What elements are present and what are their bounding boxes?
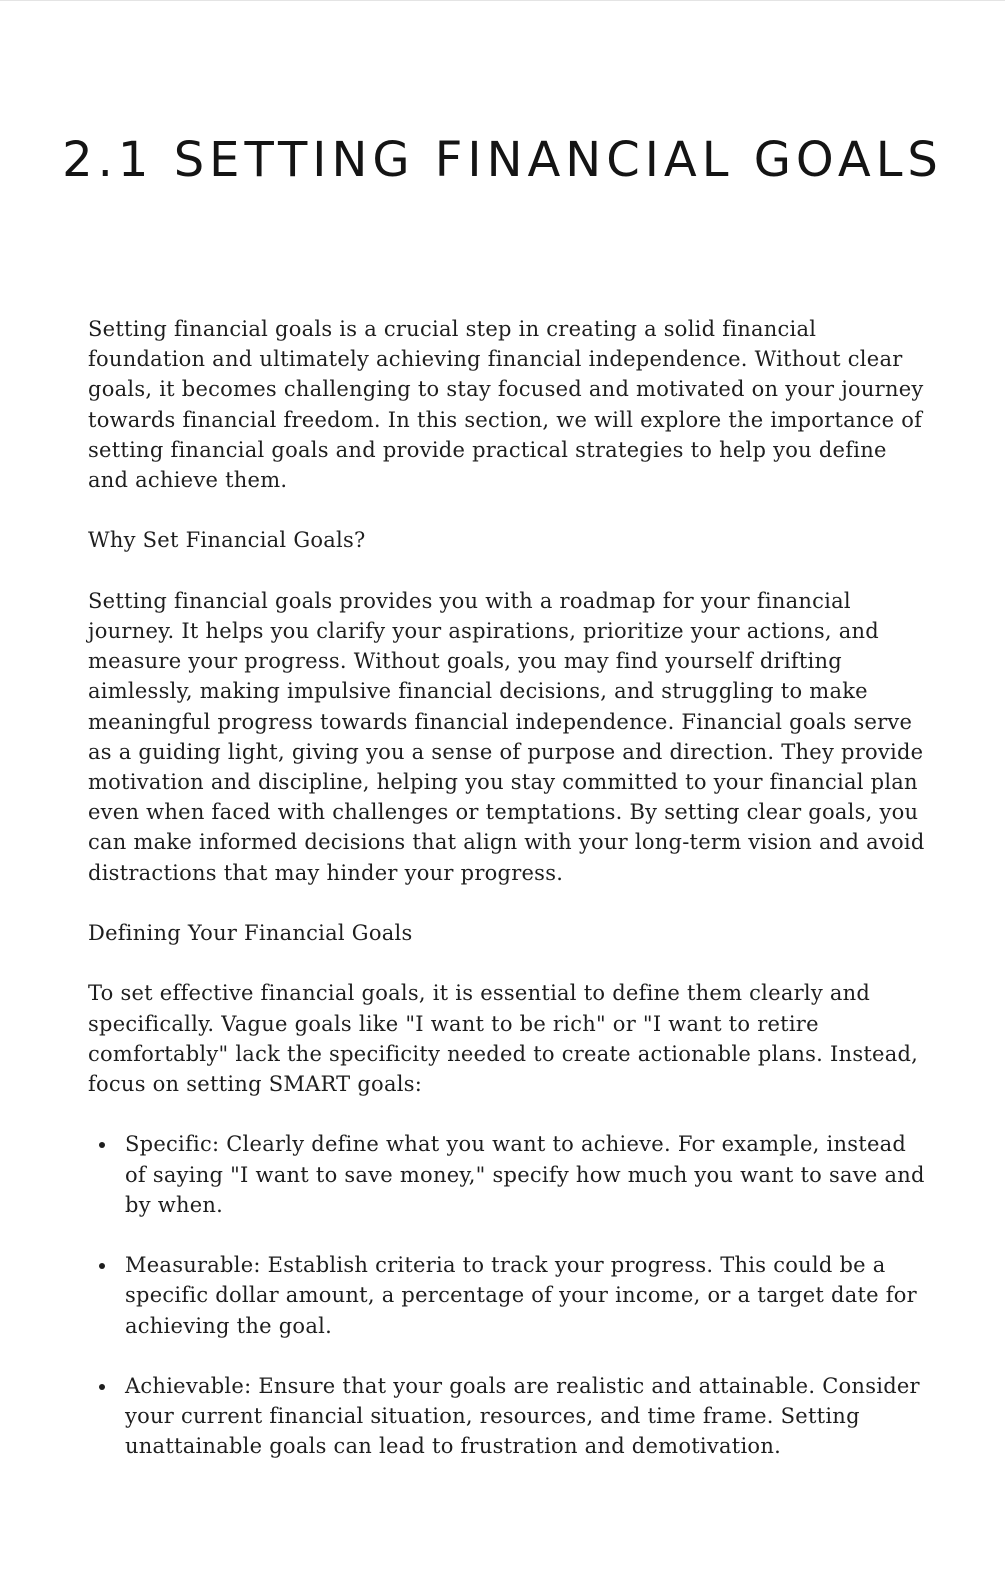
why-heading: Why Set Financial Goals? xyxy=(88,528,366,553)
page-top-border xyxy=(0,0,1005,1)
bullet-icon xyxy=(99,1142,105,1148)
defining-paragraph: To set effective financial goals, it is essential to define them clearly and specifically. Vague goals like "I want to be rich" or "I want to retire comfortably" lack the specificity needed to create actionable plans. Instead, focus on setting SMART goals: xyxy=(88,981,919,1097)
list-item-text: Achievable: Ensure that your goals are realistic and attainable. Consider your current financial situation, resources, and time frame. Setting unattainable goals can lead to frustration and demotivation. xyxy=(125,1374,920,1459)
list-item-specific xyxy=(125,1129,928,1220)
list-item-achievable xyxy=(125,1371,928,1462)
list-item-measurable xyxy=(125,1250,928,1341)
list-item-text: Specific: Clearly define what you want to achieve. For example, instead of saying "I want to save money," specify how much you want to save and by when. xyxy=(125,1132,925,1217)
list-item-text: Measurable: Establish criteria to track your progress. This could be a specific dollar amount, a percentage of your income, or a target date for achieving the goal. xyxy=(125,1253,917,1338)
defining-heading: Defining Your Financial Goals xyxy=(88,921,413,946)
intro-paragraph: Setting financial goals is a crucial step in creating a solid financial foundation and ultimately achieving financial independence. Without clear goals, it becomes challenging to stay focused and motivated on your journey towards financial freedom. In this section, we will explore the importance of setting financial goals and provide practical strategies to help you define and achieve them. xyxy=(88,317,924,493)
bullet-icon xyxy=(99,1263,105,1269)
section-body xyxy=(88,314,928,1492)
bullet-icon xyxy=(99,1384,105,1390)
section-title: 2.1 SETTING FINANCIAL GOALS xyxy=(62,132,943,188)
smart-goals-list xyxy=(88,1129,928,1461)
why-paragraph: Setting financial goals provides you with a roadmap for your financial journey. It helps you clarify your aspirations, prioritize your actions, and measure your progress. Without goals, you may find yourself drifting aimlessly, making impulsive financial decisions, and struggling to make meaningful progress towards financial independence. Financial goals serve as a guiding light, giving you a sense of purpose and direction. They provide motivation and discipline, helping you stay committed to your financial plan even when faced with challenges or temptations. By setting clear goals, you can make informed decisions that align with your long-term vision and avoid distractions that may hinder your progress. xyxy=(88,588,925,885)
